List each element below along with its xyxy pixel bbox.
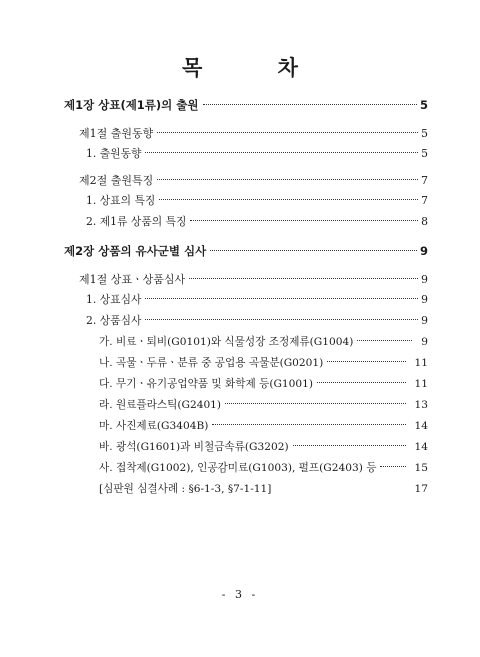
dot-leader <box>327 361 405 362</box>
toc-item-row[interactable] <box>99 355 428 370</box>
toc-item-label: 가. 비료ㆍ퇴비(G0101)와 식물성장 조정제류(G1004) <box>99 336 354 348</box>
toc-subsection-row[interactable] <box>86 214 428 229</box>
toc-item-page: 15 <box>414 462 428 474</box>
toc-chapter-row[interactable] <box>64 243 428 259</box>
dot-leader <box>380 466 405 467</box>
toc-item-row[interactable] <box>99 397 428 412</box>
toc-subsection-row[interactable] <box>86 292 428 307</box>
toc-item-label: [심판원 심결사례 : §6-1-3, §7-1-11] <box>99 483 272 495</box>
toc-item-page: 9 <box>421 336 428 348</box>
toc-section-label: 제2절 출원특징 <box>79 174 154 187</box>
dot-leader <box>145 152 418 153</box>
dot-leader <box>145 319 418 320</box>
dot-leader <box>157 132 418 133</box>
dot-leader <box>159 199 418 200</box>
dot-leader <box>212 424 405 425</box>
toc-subsection-page: 8 <box>421 215 428 228</box>
toc-item-label: 라. 원료플라스틱(G2401) <box>99 399 222 411</box>
toc-subsection-label: 1. 출원동향 <box>86 147 142 160</box>
toc-item-label: 다. 무기ㆍ유기공업약품 및 화학제 등(G1001) <box>99 378 314 390</box>
toc-section-row[interactable] <box>79 271 428 287</box>
toc-subsection-label: 2. 제1류 상품의 특징 <box>86 215 187 228</box>
toc-section-row[interactable] <box>79 125 428 141</box>
toc-item-page: 14 <box>414 441 428 453</box>
toc-item-row[interactable] <box>99 481 428 496</box>
toc-section-label: 제1절 출원동향 <box>79 127 154 140</box>
toc-item-label: 바. 광석(G1601)과 비철금속류(G3202) <box>99 441 289 453</box>
dot-leader <box>357 340 412 341</box>
toc-item-page: 17 <box>414 483 428 495</box>
toc-item-label: 사. 접착제(G1002), 인공감미료(G1003), 펄프(G2403) 등 <box>99 462 377 474</box>
toc-subsection-page: 9 <box>421 293 428 306</box>
toc-subsection-page: 5 <box>421 147 428 160</box>
toc-item-row[interactable] <box>99 460 428 475</box>
toc-chapter-page: 9 <box>419 244 428 258</box>
page-number: - 3 - <box>221 588 259 601</box>
toc-title: 목 차 <box>182 56 332 80</box>
dot-leader <box>203 104 417 105</box>
toc-item-row[interactable] <box>99 418 428 433</box>
toc-section-page: 7 <box>421 174 428 187</box>
dot-leader <box>293 445 406 446</box>
dot-leader <box>157 179 418 180</box>
toc-item-row[interactable] <box>99 439 428 454</box>
toc-section-page: 5 <box>421 127 428 140</box>
toc-subsection-page: 7 <box>421 194 428 207</box>
toc-subsection-row[interactable] <box>86 146 428 161</box>
toc-subsection-row[interactable] <box>86 313 428 328</box>
dot-leader <box>145 298 418 299</box>
toc-item-page: 11 <box>414 357 428 369</box>
dot-leader <box>210 250 417 251</box>
toc-item-page: 11 <box>414 378 428 390</box>
dot-leader <box>189 278 418 279</box>
toc-chapter-label: 제1장 상표(제1류)의 출원 <box>64 98 199 112</box>
toc-item-label: 나. 곡물ㆍ두류ㆍ분류 중 공업용 곡물분(G0201) <box>99 357 324 369</box>
toc-item-label: 마. 사진제료(G3404B) <box>99 420 209 432</box>
toc-chapter-page: 5 <box>419 98 428 112</box>
toc-item-row[interactable] <box>99 376 428 391</box>
toc-subsection-label: 1. 상표심사 <box>86 293 142 306</box>
dot-leader <box>317 382 405 383</box>
toc-chapter-label: 제2장 상품의 유사군별 심사 <box>64 244 207 258</box>
toc-section-label: 제1절 상표ㆍ상품심사 <box>79 273 186 286</box>
toc-subsection-label: 1. 상표의 특징 <box>86 194 156 207</box>
toc-subsection-page: 9 <box>421 314 428 327</box>
toc-subsection-label: 2. 상품심사 <box>86 314 142 327</box>
toc-item-page: 14 <box>414 420 428 432</box>
toc-section-row[interactable] <box>79 172 428 188</box>
toc-section-page: 9 <box>421 273 428 286</box>
toc-chapter-row[interactable] <box>64 97 428 113</box>
toc-subsection-row[interactable] <box>86 193 428 208</box>
toc-item-row[interactable] <box>99 334 428 349</box>
toc-item-page: 13 <box>414 399 428 411</box>
dot-leader <box>225 403 405 404</box>
dot-leader <box>190 220 418 221</box>
